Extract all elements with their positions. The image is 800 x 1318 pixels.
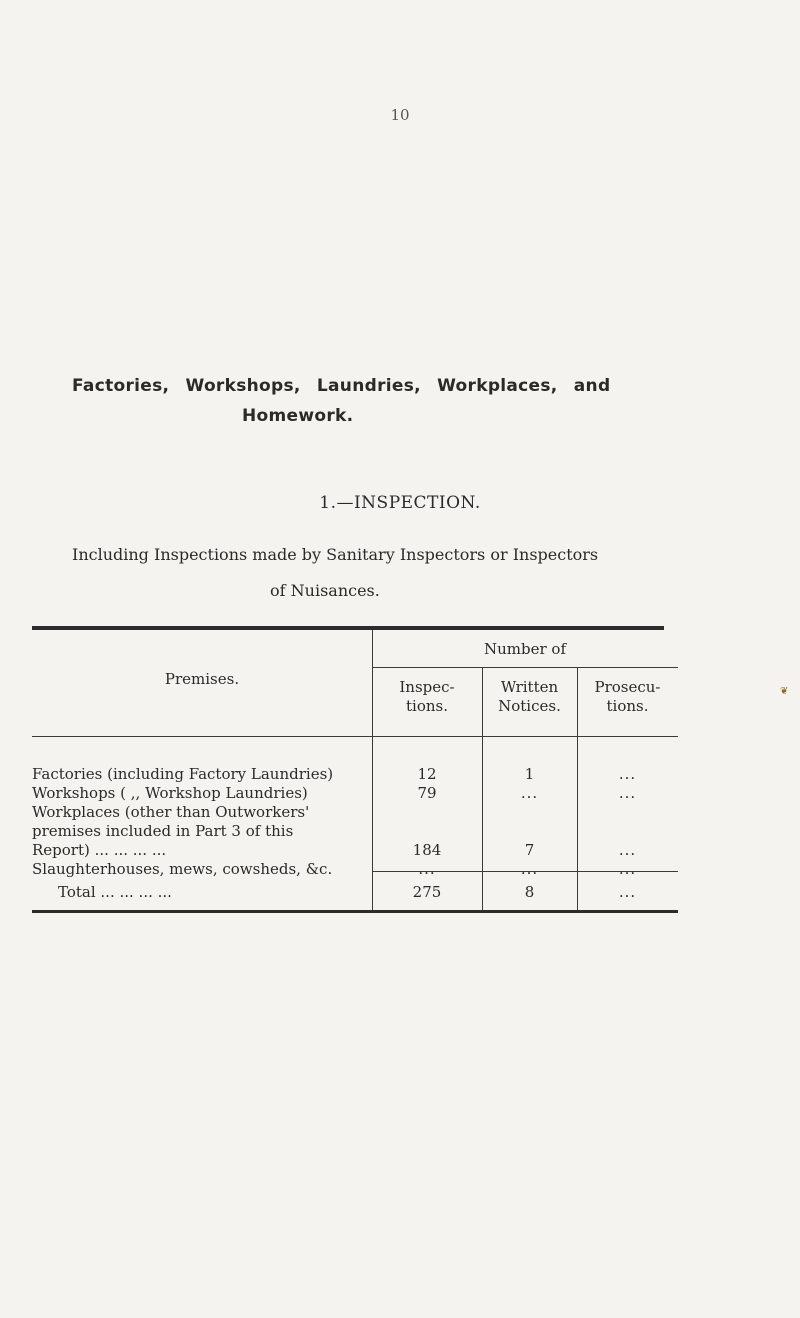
table-cell-notices: 7 <box>524 841 535 859</box>
table-cell-inspections: 79 <box>417 784 437 802</box>
table-cell-prosecutions: ... <box>618 765 637 783</box>
subtitle-line-2: of Nuisances. <box>270 581 380 600</box>
subtitle <box>72 537 672 609</box>
table-cell-notices: ... <box>520 860 539 878</box>
prosecutions-header-line-1: Prosecu- <box>594 678 661 696</box>
table-cell-notices: 1 <box>524 765 535 783</box>
notices-header-line-2: Notices. <box>498 697 561 715</box>
table-cell-inspections: 184 <box>412 841 442 859</box>
total-prosecutions: ... <box>618 883 637 901</box>
heading-line-1: Factories, Workshops, Laundries, Workplaces, and <box>72 376 611 396</box>
header-bottom-rule <box>32 736 678 737</box>
heading-line-2: Homework. <box>242 406 354 426</box>
table-bottom-rule <box>32 910 678 913</box>
number-of-header: Number of <box>483 640 566 658</box>
page-heading <box>72 376 692 426</box>
table-cell-prosecutions: ... <box>618 784 637 802</box>
table-row-premises: Workshops ( ,, Workshop Laundries) <box>32 784 308 802</box>
total-label: Total ... ... ... ... <box>58 883 172 901</box>
premises-header: Premises. <box>164 670 240 688</box>
total-notices: 8 <box>524 883 535 901</box>
inspections-header-line-1: Inspec- <box>399 678 455 696</box>
table-cell-inspections: ... <box>418 860 436 878</box>
table-top-rule <box>32 626 664 630</box>
notices-header <box>482 678 577 716</box>
inspections-header <box>372 678 482 716</box>
table-cell-notices: ... <box>520 784 539 802</box>
premises-line: Workplaces (other than Outworkers' <box>32 803 310 821</box>
inspections-header-line-2: tions. <box>406 697 448 715</box>
prosecutions-header-line-2: tions. <box>606 697 649 715</box>
subtitle-line-1: Including Inspections made by Sanitary Inspectors or Inspectors <box>72 545 599 564</box>
premises-line: Report) ... ... ... ... <box>32 841 167 859</box>
table-cell-prosecutions: ... <box>618 841 637 859</box>
total-inspections: 275 <box>412 883 442 901</box>
table-cell-prosecutions: ... <box>618 860 637 878</box>
section-title: 1.—INSPECTION. <box>319 493 481 513</box>
page-number: 10 <box>390 106 410 124</box>
notices-header-line-1: Written <box>500 678 559 696</box>
prosecutions-header <box>577 678 678 716</box>
premises-line: premises included in Part 3 of this <box>32 822 294 840</box>
table-row-premises <box>32 803 370 860</box>
table-row-premises: Slaughterhouses, mews, cowsheds, &c. <box>32 860 333 878</box>
table-cell-inspections: 12 <box>417 765 437 783</box>
margin-mark: ❦ <box>780 686 789 697</box>
group-header-rule <box>372 667 678 668</box>
table-row-premises: Factories (including Factory Laundries) <box>32 765 334 783</box>
